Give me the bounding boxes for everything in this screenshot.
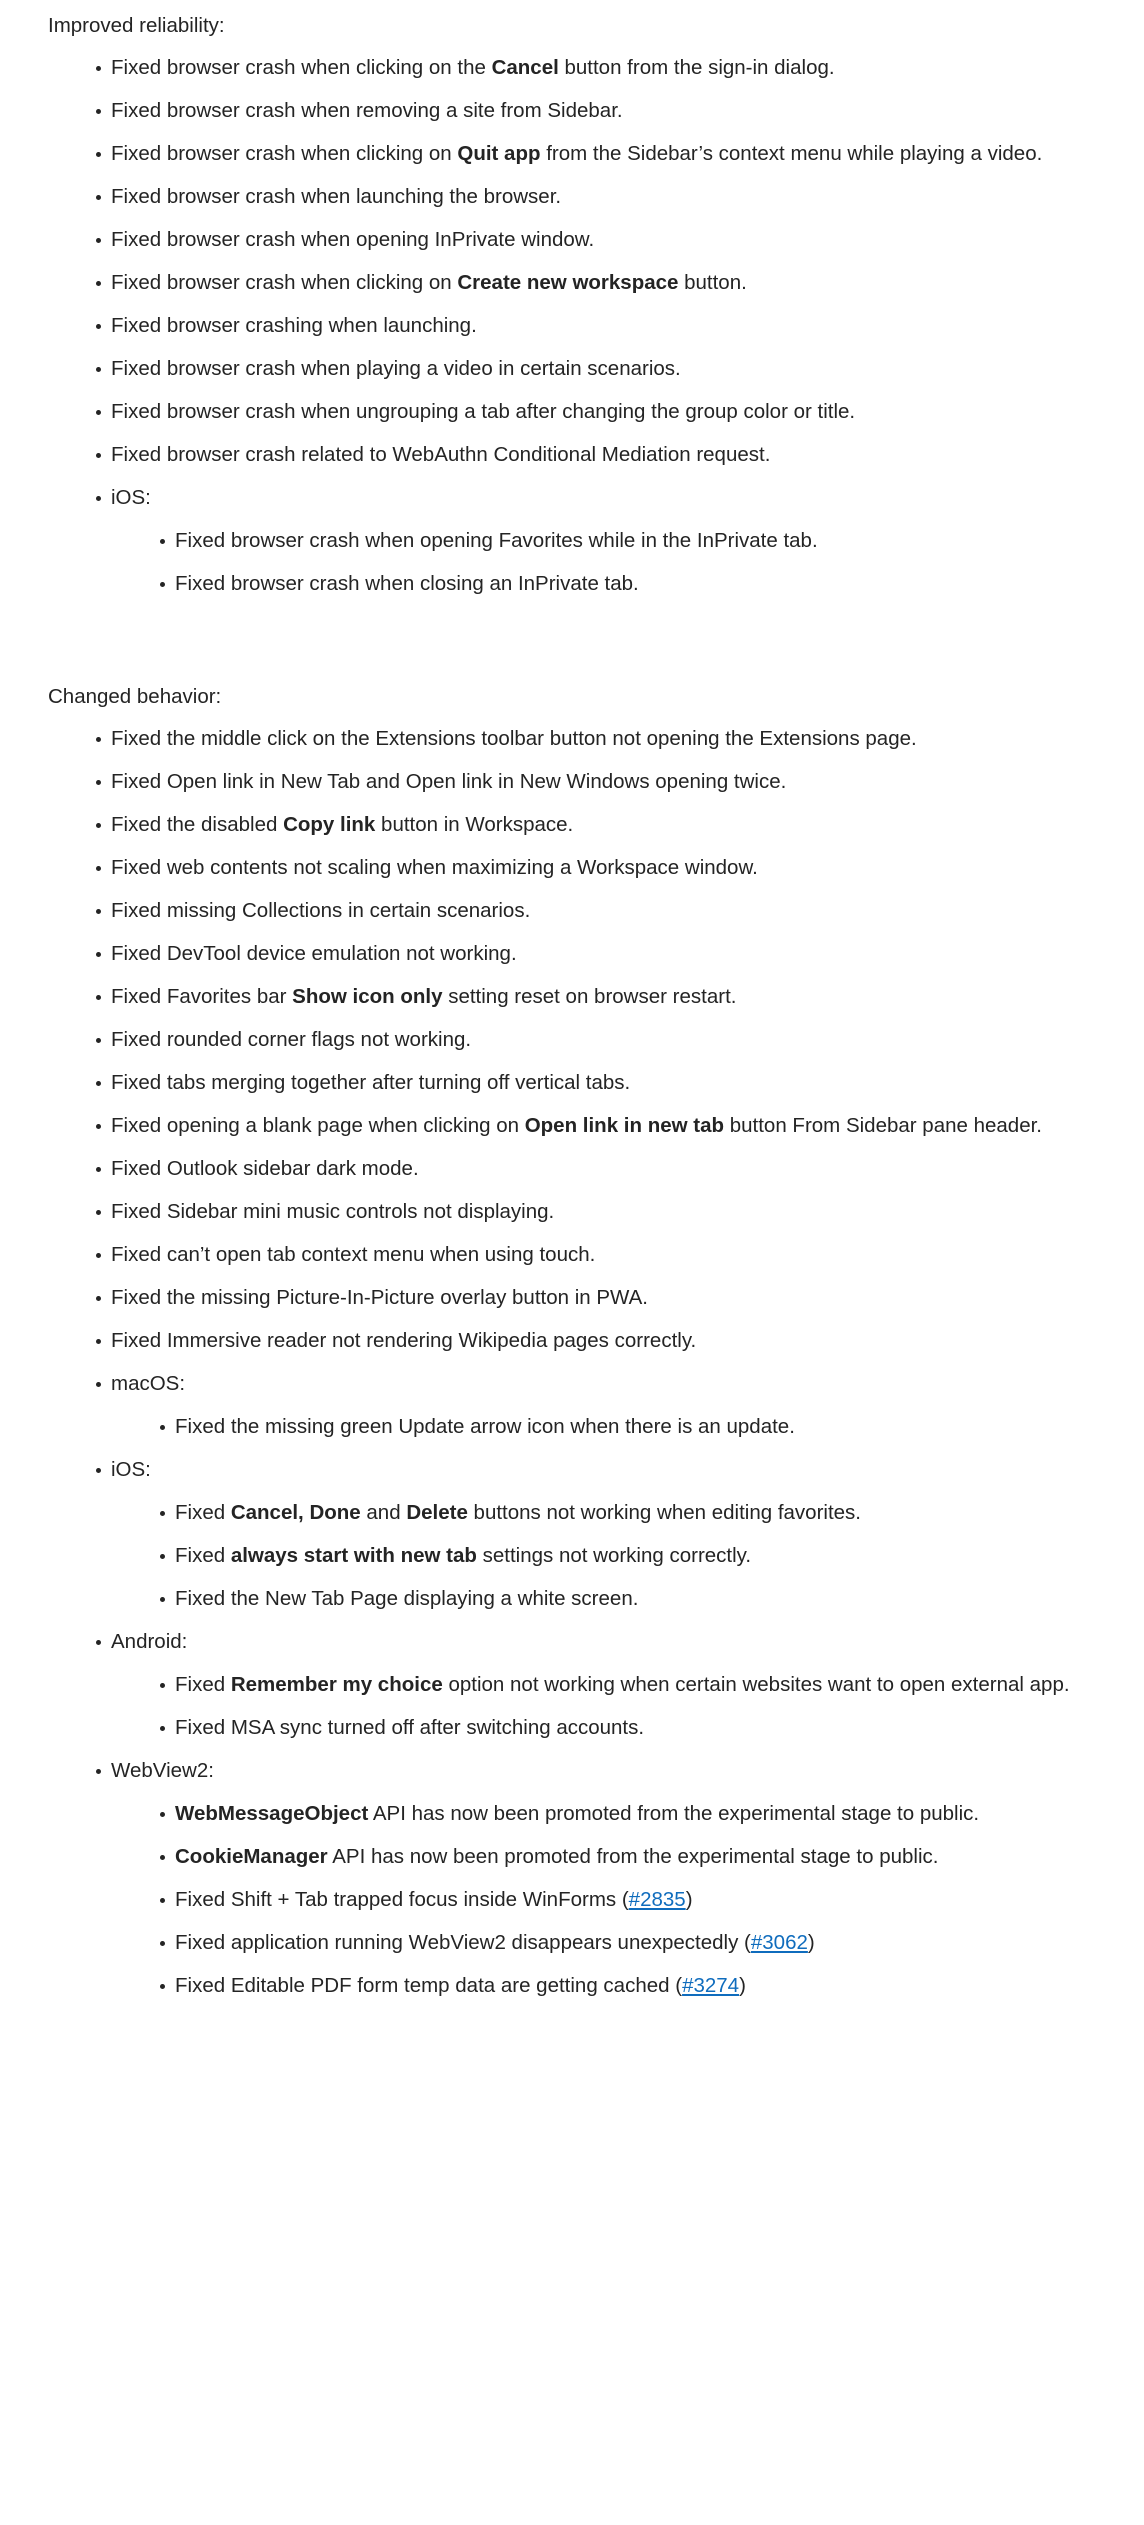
list-item	[0, 975, 1144, 1018]
list-item	[0, 717, 1144, 760]
body-text: Fixed missing Collections in certain scenarios.	[111, 899, 531, 922]
nested-list-item	[0, 1706, 1144, 1749]
issue-link[interactable]: #3062	[750, 1931, 808, 1954]
body-text: button.	[678, 271, 747, 294]
emphasis-text: WebMessageObject	[175, 1802, 369, 1825]
list-item	[0, 89, 1144, 132]
body-text: Fixed Immersive reader not rendering Wikipedia pages correctly.	[111, 1329, 697, 1352]
nested-list-wrapper	[0, 519, 1144, 605]
body-text: Fixed MSA sync turned off after switching accounts.	[175, 1716, 645, 1739]
body-text: Fixed the missing green Update arrow icon when there is an update.	[175, 1415, 795, 1438]
body-text: Fixed Sidebar mini music controls not displaying.	[111, 1200, 555, 1223]
emphasis-text: Copy link	[283, 813, 376, 836]
body-text: from the Sidebar’s context menu while playing a video.	[540, 142, 1043, 165]
body-text: Fixed the New Tab Page displaying a white screen.	[175, 1587, 639, 1610]
emphasis-text: Remember my choice	[230, 1673, 443, 1696]
body-text: Fixed tabs merging together after turning off vertical tabs.	[111, 1071, 631, 1094]
body-text: button from the sign-in dialog.	[558, 56, 835, 79]
emphasis-text: Show icon only	[292, 985, 443, 1008]
list-item	[0, 846, 1144, 889]
nested-list-wrapper	[0, 1663, 1144, 1749]
list-item	[0, 1061, 1144, 1104]
list-item	[0, 261, 1144, 304]
nested-list-wrapper	[0, 1405, 1144, 1448]
nested-bullet-list	[0, 1792, 1144, 2007]
emphasis-text: CookieManager	[175, 1845, 328, 1868]
body-text: option not working when certain websites want to open external app.	[442, 1673, 1070, 1696]
nested-list-item	[0, 1921, 1144, 1964]
list-item	[0, 1448, 1144, 1491]
body-text: settings not working correctly.	[476, 1544, 752, 1567]
bullet-list	[0, 717, 1144, 2007]
emphasis-text: Delete	[406, 1501, 468, 1524]
body-text: Fixed application running WebView2 disappears unexpectedly (	[175, 1931, 751, 1954]
nested-list-wrapper	[0, 1792, 1144, 2007]
list-item	[0, 1362, 1144, 1405]
body-text: and	[360, 1501, 407, 1524]
body-text: Fixed can’t open tab context menu when using touch.	[111, 1243, 596, 1266]
body-text: Fixed DevTool device emulation not working.	[111, 942, 517, 965]
list-item	[0, 218, 1144, 261]
body-text: buttons not working when editing favorites.	[467, 1501, 861, 1524]
body-text: Fixed the middle click on the Extensions toolbar button not opening the Extensions page.	[111, 727, 917, 750]
body-text: Fixed Editable PDF form temp data are getting cached (	[175, 1974, 683, 1997]
issue-link[interactable]: #2835	[628, 1888, 686, 1911]
body-text: Fixed browser crash when opening InPrivate window.	[111, 228, 595, 251]
list-item	[0, 46, 1144, 89]
list-item	[0, 1319, 1144, 1362]
bullet-list	[0, 46, 1144, 605]
section-spacer	[0, 605, 1144, 681]
body-text: Fixed	[175, 1673, 231, 1696]
emphasis-text: Quit app	[457, 142, 541, 165]
list-item	[0, 1018, 1144, 1061]
body-text: Fixed browser crash when clicking on	[111, 271, 458, 294]
body-text: Fixed browser crash when clicking on the	[111, 56, 492, 79]
list-item	[0, 390, 1144, 433]
body-text: )	[807, 1931, 815, 1954]
nested-list-item	[0, 1577, 1144, 1620]
emphasis-text: Open link in new tab	[524, 1114, 725, 1137]
emphasis-text: Create new workspace	[457, 271, 679, 294]
issue-link[interactable]: #3274	[682, 1974, 740, 1997]
emphasis-text: Cancel	[491, 56, 559, 79]
nested-bullet-list	[0, 1405, 1144, 1448]
list-item	[0, 347, 1144, 390]
body-text: Fixed	[175, 1501, 231, 1524]
body-text: iOS:	[111, 1458, 151, 1481]
body-text: Fixed opening a blank page when clicking on	[111, 1114, 525, 1137]
list-item	[0, 1147, 1144, 1190]
list-item	[0, 760, 1144, 803]
list-item	[0, 476, 1144, 519]
body-text: Fixed browser crash when clicking on	[111, 142, 458, 165]
nested-bullet-list	[0, 519, 1144, 605]
body-text: Fixed Open link in New Tab and Open link in New Windows opening twice.	[111, 770, 787, 793]
body-text: Fixed browser crash when closing an InPrivate tab.	[175, 572, 639, 595]
body-text: Fixed the disabled	[111, 813, 284, 836]
list-item	[0, 1620, 1144, 1663]
section-heading: Changed behavior:	[48, 685, 222, 708]
section-changed-behavior	[0, 681, 1144, 2007]
nested-list-item	[0, 1792, 1144, 1835]
body-text: API has now been promoted from the experimental stage to public.	[368, 1802, 980, 1825]
nested-list-item	[0, 519, 1144, 562]
nested-list-item	[0, 1878, 1144, 1921]
nested-list-item	[0, 1663, 1144, 1706]
body-text: WebView2:	[111, 1759, 214, 1782]
body-text: Fixed Shift + Tab trapped focus inside WinForms (	[175, 1888, 629, 1911]
nested-list-item	[0, 1534, 1144, 1577]
list-item	[0, 1233, 1144, 1276]
body-text: Fixed Outlook sidebar dark mode.	[111, 1157, 419, 1180]
list-item	[0, 304, 1144, 347]
body-text: API has now been promoted from the experimental stage to public.	[327, 1845, 939, 1868]
nested-list-item	[0, 1964, 1144, 2007]
nested-bullet-list	[0, 1663, 1144, 1749]
sections-container	[0, 10, 1144, 2007]
body-text: Fixed browser crash when playing a video in certain scenarios.	[111, 357, 681, 380]
list-item	[0, 433, 1144, 476]
body-text: Fixed web contents not scaling when maximizing a Workspace window.	[111, 856, 758, 879]
body-text: Fixed rounded corner flags not working.	[111, 1028, 472, 1051]
body-text: Fixed browser crash when ungrouping a tab after changing the group color or title.	[111, 400, 856, 423]
list-item	[0, 889, 1144, 932]
body-text: button From Sidebar pane header.	[724, 1114, 1042, 1137]
list-item	[0, 1190, 1144, 1233]
body-text: )	[739, 1974, 746, 1997]
body-text: setting reset on browser restart.	[442, 985, 737, 1008]
emphasis-text: always start with new tab	[230, 1544, 477, 1567]
section-improved-reliability	[0, 10, 1144, 605]
list-item	[0, 175, 1144, 218]
body-text: Fixed browser crash when opening Favorites while in the InPrivate tab.	[175, 529, 818, 552]
body-text: Android:	[111, 1630, 188, 1653]
nested-list-item	[0, 562, 1144, 605]
body-text: Fixed browser crash when launching the browser.	[111, 185, 562, 208]
nested-list-item	[0, 1835, 1144, 1878]
body-text: macOS:	[111, 1372, 186, 1395]
nested-bullet-list	[0, 1491, 1144, 1620]
body-text: iOS:	[111, 486, 151, 509]
body-text: Fixed browser crashing when launching.	[111, 314, 477, 337]
body-text: Fixed browser crash when removing a site from Sidebar.	[111, 99, 623, 122]
body-text: Fixed browser crash related to WebAuthn Conditional Mediation request.	[111, 443, 771, 466]
nested-list-item	[0, 1405, 1144, 1448]
nested-list-item	[0, 1491, 1144, 1534]
list-item	[0, 1749, 1144, 1792]
section-heading: Improved reliability:	[48, 14, 225, 37]
nested-list-wrapper	[0, 1491, 1144, 1620]
body-text: Fixed the missing Picture-In-Picture overlay button in PWA.	[111, 1286, 649, 1309]
list-item	[0, 132, 1144, 175]
list-item	[0, 1276, 1144, 1319]
body-text: Fixed Favorites bar	[111, 985, 293, 1008]
list-item	[0, 1104, 1144, 1147]
body-text: )	[685, 1888, 693, 1911]
body-text: button in Workspace.	[375, 813, 574, 836]
emphasis-text: Cancel, Done	[230, 1501, 361, 1524]
list-item	[0, 932, 1144, 975]
list-item	[0, 803, 1144, 846]
body-text: Fixed	[175, 1544, 231, 1567]
